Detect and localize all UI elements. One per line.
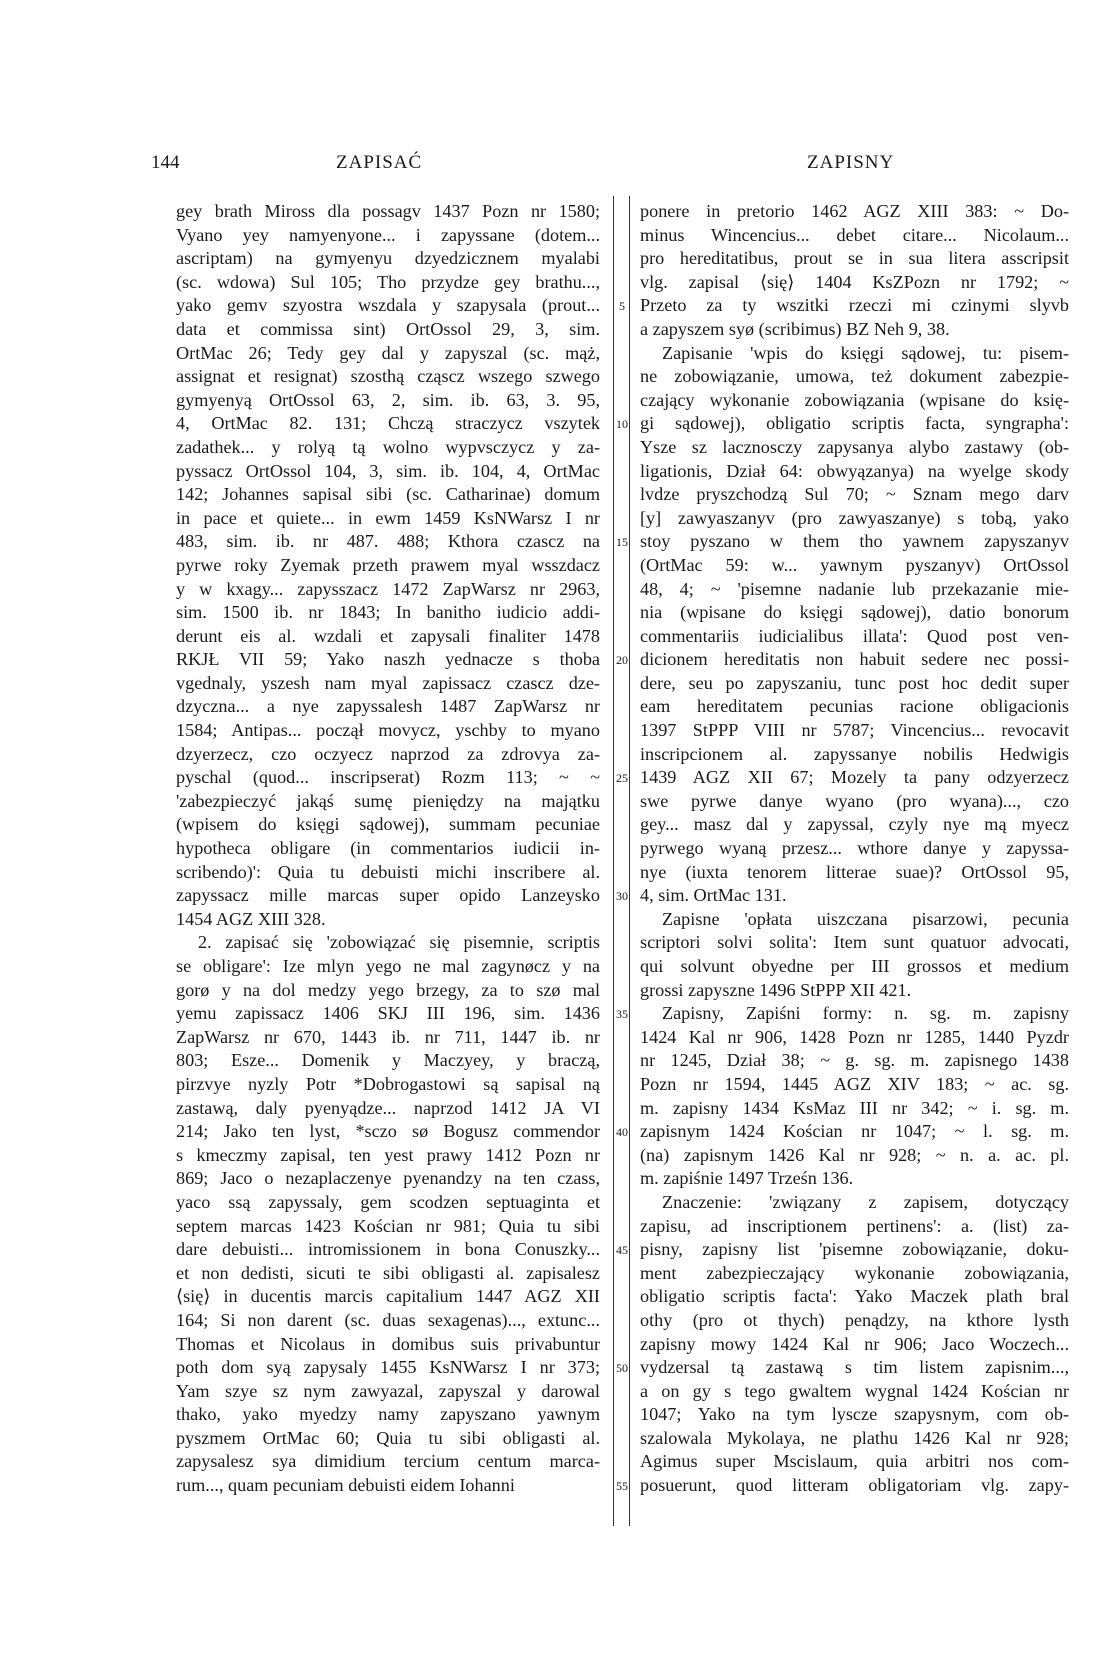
left-column-line: thako, yako myedzy namy zapyszano yawnym	[176, 1404, 600, 1425]
line-number: 45	[616, 1243, 628, 1258]
left-column-line: Thomas et Nicolaus in domibus suis privabuntur	[176, 1333, 600, 1354]
right-column-line: obligatio scriptis facta': Yako Maczek plath bral	[640, 1286, 1069, 1307]
right-column-line: 4, sim. OrtMac 131.	[640, 885, 787, 906]
left-column-line: pyschal (quod... inscripserat) Rozm 113; ~ ~	[176, 767, 600, 788]
right-column-line: grossi zapyszne 1496 StPPP XII 421.	[640, 979, 912, 1000]
line-number: 55	[616, 1479, 628, 1494]
right-column-line: zapisnym 1424 Kościan nr 1047; ~ l. sg. m.	[640, 1121, 1069, 1142]
page-number: 144	[151, 152, 180, 173]
right-column-line: Agimus super Mscislaum, quia arbitri nos com-	[640, 1451, 1069, 1472]
right-column-line: ponere in pretorio 1462 AGZ XIII 383: ~ Do-	[640, 201, 1069, 221]
right-column	[640, 200, 1069, 1498]
line-number: 5	[619, 299, 625, 314]
right-column-line: ment zabezpieczający wykonanie zobowiązania,	[640, 1262, 1069, 1283]
left-column-line: (wpisem do księgi sądowej), summam pecuniae	[176, 814, 600, 835]
left-column-line: 869; Jaco o nezaplaczenye pyenandzy na ten czass,	[176, 1168, 600, 1189]
line-number: 10	[616, 417, 628, 432]
left-column-line: RKJŁ VII 59; Yako naszh yednacze s thoba	[176, 649, 600, 670]
line-number: 35	[616, 1007, 628, 1022]
left-column-line: in pace et quiete... in ewm 1459 KsNWarsz I nr	[176, 507, 600, 528]
left-column-line: 214; Jako ten lyst, *sczo sø Bogusz commendor	[176, 1121, 600, 1142]
right-column-line: pisny, zapisny list 'pisemne zobowiązanie, doku-	[640, 1239, 1069, 1260]
left-column-line: assignat et resignat) szosthą cząscz wszego szwego	[176, 366, 600, 387]
left-column-line: derunt eis al. wzdali et zapysali finaliter 1478	[176, 625, 600, 646]
right-column-line: nye (iuxta tenorem litterae suae)? OrtOssol 95,	[640, 861, 1069, 882]
left-column-line: zapyssacz mille marcas super opido Lanzeysko	[176, 885, 600, 906]
right-column-line: zapisu, ad inscriptionem pertinens': a. (list) za-	[640, 1215, 1069, 1236]
line-number: 20	[616, 653, 628, 668]
left-column-line: gymyenyą OrtOssol 63, 2, sim. ib. 63, 3. 95,	[176, 389, 600, 410]
right-column-line: 48, 4; ~ 'pisemne nadanie lub przekazanie mie-	[640, 578, 1069, 599]
left-column-line: ascriptam) na gymyenyu dzyedzicznem myalabi	[176, 248, 600, 269]
line-number: 25	[616, 771, 628, 786]
right-column-line: zapisny mowy 1424 Kal nr 906; Jaco Woczech...	[640, 1333, 1069, 1354]
left-column-line: dzyerzecz, czo oczyecz naprzod za zdrovya za-	[176, 743, 600, 764]
left-column-line: rum..., quam pecuniam debuisti eidem Iohanni	[176, 1475, 515, 1496]
right-column-line: lvdze pryszchodzą Sul 70; ~ Sznam mego darv	[640, 484, 1069, 505]
left-column-line: vgednaly, yszesh nam myal zapissacz czascz dze-	[176, 672, 600, 693]
right-column-line: ligationis, Dział 64: obwyązanya) na wyelge skody	[640, 460, 1069, 481]
right-column-line: [y] zawyaszanyv (pro zawyaszanye) s tobą, yako	[640, 507, 1069, 528]
left-column-line: dare debuisti... intromissionem in bona Conuszky...	[176, 1239, 600, 1260]
right-column-line: 1047; Yako na tym lyscze szapysnym, com ob-	[640, 1404, 1069, 1425]
left-column-line: hypotheca obligare (in commentarios iudicii in-	[176, 838, 600, 859]
left-column-line: ⟨się⟩ in ducentis marcis capitalium 1447 AGZ XII	[176, 1286, 600, 1307]
left-column-line: 142; Johannes sapisal sibi (sc. Catharinae) domum	[176, 484, 600, 505]
left-column-line: 483, sim. ib. nr 487. 488; Kthora czascz na	[176, 531, 600, 552]
page-header	[0, 152, 1119, 182]
right-column-line: szalowala Mykolaya, ne plathu 1426 Kal nr 928;	[640, 1427, 1069, 1448]
right-column-line: Znaczenie: 'związany z zapisem, dotyczący	[662, 1191, 1069, 1212]
left-column-line: 4, OrtMac 82. 131; Chczą straczycz vszytek	[176, 413, 600, 434]
right-column-line: minus Wincencius... debet citare... Nicolaum...	[640, 224, 1069, 245]
left-column-line: 'zabezpieczyć jakąś sumę pieniędzy na majątku	[176, 790, 600, 811]
left-column-line: gorø y na dol medzy yego brzegy, za to szø mal	[176, 979, 600, 1000]
right-column-line: Pozn nr 1594, 1445 AGZ XIV 183; ~ ac. sg.	[640, 1073, 1069, 1094]
left-column-line: zastawą, daly pyenyądze... naprzod 1412 JA VI	[176, 1097, 600, 1118]
right-column-line: eam hereditatem pecunias racione obligacionis	[640, 696, 1069, 717]
left-column-line: zadathek... y rolyą tą wolno wypvsczycz y za-	[176, 436, 600, 457]
right-column-line: commentariis iudicialibus illata': Quod post ven-	[640, 625, 1069, 646]
right-column-line: gey... masz dal y zapyssal, czyly nye mą myecz	[640, 814, 1069, 835]
right-column-line: 1439 AGZ XII 67; Mozely ta pany odzyerzecz	[640, 767, 1069, 788]
left-column-line: gey brath Miross dla possagv 1437 Pozn nr 1580;	[176, 201, 600, 221]
right-column-line: pro hereditatibus, prout se in sua litera asscripsit	[640, 248, 1069, 269]
column-divider-right	[629, 196, 630, 1526]
left-column-line: OrtMac 26; Tedy gey dal y zapyszal (sc. mąż,	[176, 342, 600, 363]
left-column-line: s kmeczmy zapisal, ten yest prawy 1412 Pozn nr	[176, 1144, 600, 1165]
right-column-line: othy (pro ot thych) penądzy, na kthore lysth	[640, 1309, 1069, 1330]
right-column-line: Przeto za ty wszitki rzeczi mi czinymi slyvb	[640, 295, 1069, 316]
right-column-line: qui solvunt obyedne per III grossos et medium	[640, 956, 1069, 976]
right-column-line: czający wykonanie zobowiązania (wpisane do księ-	[640, 389, 1069, 410]
left-column-line: Yam szye sz nym zawyazal, zapyszal y darowal	[176, 1380, 600, 1401]
right-column-line: pyrwego wyaną przesz... wthore danye y zapyssa-	[640, 838, 1069, 859]
column-divider-left	[613, 196, 614, 1526]
left-column-line: sim. 1500 ib. nr 1843; In banitho iudicio addi-	[176, 602, 600, 623]
right-column-line: dere, seu po zapyszaniu, tunc post hoc dedit super	[640, 672, 1069, 693]
line-number: 40	[616, 1125, 628, 1140]
left-column-line: dzyczna... a nye zapyssalesh 1487 ZapWarsz nr	[176, 696, 600, 717]
right-column-line: inscripcionem al. zapyssanye nobilis Hedwigis	[640, 743, 1069, 764]
left-column	[176, 200, 600, 1498]
right-column-line: nr 1245, Dział 38; ~ g. sg. m. zapisnego 1438	[640, 1050, 1069, 1071]
right-column-line: m. zapiśnie 1497 Trześn 136.	[640, 1168, 854, 1189]
line-number: 30	[616, 889, 628, 904]
left-column-line: et non dedisti, sicuti te sibi obligasti al. zapisalesz	[176, 1262, 600, 1283]
left-column-line: se obligare': Ize mlyn yego ne mal zagynøcz y na	[176, 956, 600, 976]
left-column-line: scribendo)': Quia tu debuisti michi inscribere al.	[176, 861, 600, 882]
left-column-line: pyssacz OrtOssol 104, 3, sim. ib. 104, 4, OrtMac	[176, 460, 600, 481]
right-running-head: ZAPISNY	[807, 152, 895, 173]
left-column-line: yemu zapissacz 1406 SKJ III 196, sim. 1436	[176, 1003, 600, 1024]
left-column-line: 164; Si non darent (sc. duas sexagenas)..., extunc...	[176, 1309, 600, 1330]
right-column-line: Zapisne 'opłata uiszczana pisarzowi, pecunia	[662, 908, 1069, 929]
right-column-line: a on gy s tego gwaltem wygnal 1424 Kościan nr	[640, 1380, 1069, 1401]
right-column-line: swe pyrwe danye wyano (pro wyana)..., czo	[640, 790, 1069, 811]
left-column-line: pirzvye nyzly Potr *Dobrogastowi są sapisal ną	[176, 1073, 600, 1094]
left-column-line: zapysalesz sya dimidium tercium centum marca-	[176, 1451, 600, 1472]
left-column-line: (sc. wdowa) Sul 105; Tho przydze gey brathu...,	[176, 271, 600, 292]
right-column-line: (OrtMac 59: w... yawnym pyszanyv) OrtOssol	[640, 554, 1069, 575]
left-column-line: poth dom syą zapysaly 1455 KsNWarsz I nr 373;	[176, 1357, 600, 1378]
right-column-line: 1424 Kal nr 906, 1428 Pozn nr 1285, 1440 Pyzdr	[640, 1026, 1069, 1047]
right-column-line: a zapyszem syø (scribimus) BZ Neh 9, 38.	[640, 318, 950, 339]
right-column-line: 1397 StPPP VIII nr 5787; Vincencius... revocavit	[640, 720, 1069, 741]
right-column-line: ne zobowiązanie, umowa, też dokument zabezpie-	[640, 366, 1069, 387]
right-column-line: scriptori solvi solita': Item sunt quatuor advocati,	[640, 932, 1069, 953]
left-column-line: 1454 AGZ XIII 328.	[176, 908, 326, 929]
left-column-line: Vyano yey namyenyone... i zapyssane (dotem...	[176, 224, 600, 245]
left-column-line: 803; Esze... Domenik y Maczyey, y braczą,	[176, 1050, 600, 1071]
right-column-line: vydzersal tą zastawą s tim listem zapisnim...,	[640, 1357, 1069, 1378]
right-column-line: Zapisny, Zapiśni formy: n. sg. m. zapisny	[662, 1003, 1069, 1024]
left-column-line: 2. zapisać się 'zobowiązać się pisemnie, scriptis	[198, 932, 600, 953]
right-column-line: m. zapisny 1434 KsMaz III nr 342; ~ i. sg. m.	[640, 1097, 1069, 1118]
right-column-line: gi sądowej), obligatio scriptis facta, syngrapha':	[640, 413, 1069, 434]
right-column-line: vlg. zapisal ⟨się⟩ 1404 KsZPozn nr 1792; ~	[640, 271, 1069, 292]
line-number: 50	[616, 1361, 628, 1376]
left-column-line: yako gemv szyostra wszdala y szapysala (prout...	[176, 295, 600, 316]
left-column-line: y w kxagy... zapysszacz 1472 ZapWarsz nr 2963,	[176, 578, 600, 599]
left-column-line: pyszmem OrtMac 60; Quia tu sibi obligasti al.	[176, 1427, 600, 1448]
left-running-head: ZAPISAĆ	[336, 152, 423, 173]
left-column-line: data et commissa sint) OrtOssol 29, 3, sim.	[176, 318, 600, 339]
right-column-line: (na) zapisnym 1426 Kal nr 928; ~ n. a. ac. pl.	[640, 1144, 1069, 1165]
right-column-line: dicionem hereditatis non habuit sedere nec possi-	[640, 649, 1069, 670]
left-column-line: septem marcas 1423 Kościan nr 981; Quia tu sibi	[176, 1215, 600, 1236]
line-number: 15	[616, 535, 628, 550]
right-column-line: nia (wpisane do księgi sądowej), datio bonorum	[640, 602, 1069, 623]
right-column-line: posuerunt, quod litteram obligatoriam vlg. zapy-	[640, 1475, 1069, 1496]
right-column-line: Zapisanie 'wpis do księgi sądowej, tu: pisem-	[662, 342, 1069, 363]
left-column-line: ZapWarsz nr 670, 1443 ib. nr 711, 1447 ib. nr	[176, 1026, 600, 1047]
right-column-line: Ysze sz lacznosczy zapysanya alybo zastawy (ob-	[640, 436, 1069, 457]
left-column-line: pyrwe roky Zyemak przeth prawem myal wsszdacz	[176, 554, 600, 575]
right-column-line: stoy pyszano w them tho yawnem zapyszanyv	[640, 531, 1069, 552]
left-column-line: yaco ssą zapyssaly, gem scodzen septuaginta et	[176, 1191, 600, 1212]
left-column-line: 1584; Antipas... począł movycz, yschby to myano	[176, 720, 600, 741]
